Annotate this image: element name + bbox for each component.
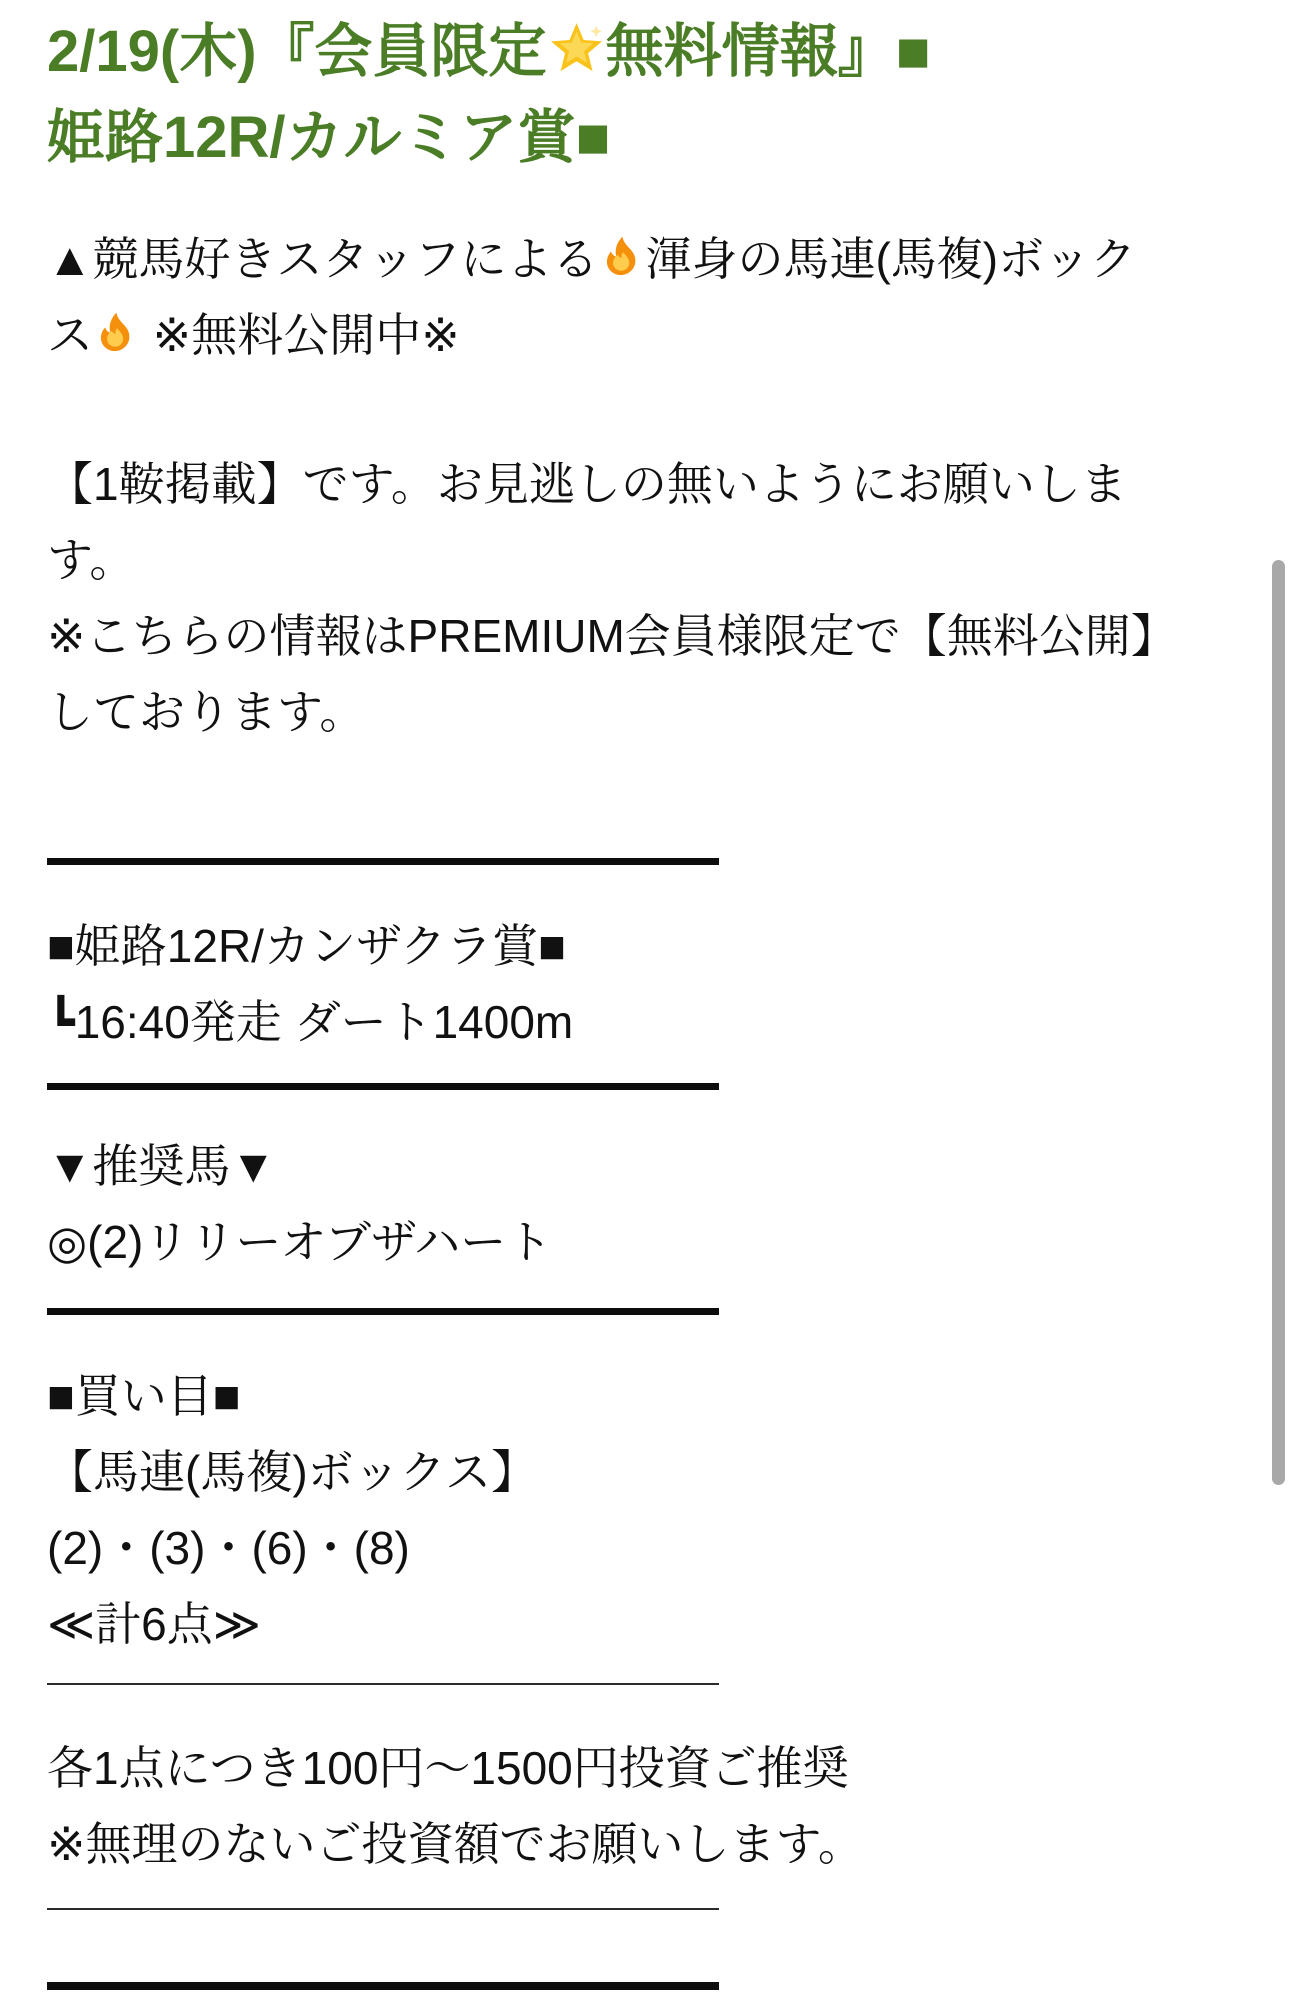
notice-line: す。	[47, 534, 136, 586]
race-heading: ■姫路12R/カンザクラ賞■	[47, 920, 566, 972]
section-divider	[47, 1908, 719, 1910]
investment-line2: ※無理のないご投資額でお願いします。	[47, 1818, 864, 1870]
intro-line1-before-fire: ▲競馬好きスタッフによる	[47, 233, 599, 285]
notice-line: ※こちらの情報はPREMIUM会員様限定で【無料公開】	[47, 610, 1177, 662]
intro-line1-after-fire: 渾身の馬連(馬複)ボック	[645, 233, 1137, 285]
bet-total: ≪計6点≫	[47, 1598, 261, 1650]
title-line1-before-star: 2/19(木)『会員限定	[47, 19, 547, 84]
glowing-star-icon	[547, 19, 606, 78]
scrollbar-thumb[interactable]	[1272, 560, 1285, 1485]
notice-text	[47, 446, 1219, 750]
intro-text	[47, 221, 1219, 373]
intro-line2-after-fire: ※無料公開中※	[139, 309, 460, 361]
section-divider	[47, 858, 719, 865]
section-divider	[47, 1308, 719, 1315]
recommended-horse-section	[47, 1128, 1219, 1280]
section-divider	[47, 1683, 719, 1685]
bet-numbers: (2)・(3)・(6)・(8)	[47, 1522, 410, 1574]
recommendation-heading: ▼推奨馬▼	[47, 1140, 277, 1192]
notice-line: しております。	[47, 686, 366, 738]
recommended-horse: ◎(2)リリーオブザハート	[47, 1216, 553, 1268]
fire-icon	[93, 310, 140, 357]
title-line1-after-star: 無料情報』■	[605, 19, 931, 84]
section-divider	[47, 1982, 719, 1990]
race-info	[47, 908, 1219, 1060]
page-title	[47, 9, 1219, 181]
title-line2: 姫路12R/カルミア賞■	[47, 105, 611, 170]
fire-icon	[599, 234, 646, 281]
notice-line: 【1鞍掲載】です。お見逃しの無いようにお願いしま	[47, 458, 1127, 510]
bet-section	[47, 1358, 1219, 1662]
investment-advice	[47, 1730, 1219, 1882]
investment-line1: 各1点につき100円〜1500円投資ご推奨	[47, 1742, 849, 1794]
section-divider	[47, 1083, 719, 1090]
bet-type: 【馬連(馬複)ボックス】	[47, 1446, 538, 1498]
intro-line2-before-fire: ス	[47, 309, 93, 361]
bet-heading: ■買い目■	[47, 1370, 241, 1422]
race-details: ┗16:40発走 ダート1400m	[47, 996, 574, 1048]
